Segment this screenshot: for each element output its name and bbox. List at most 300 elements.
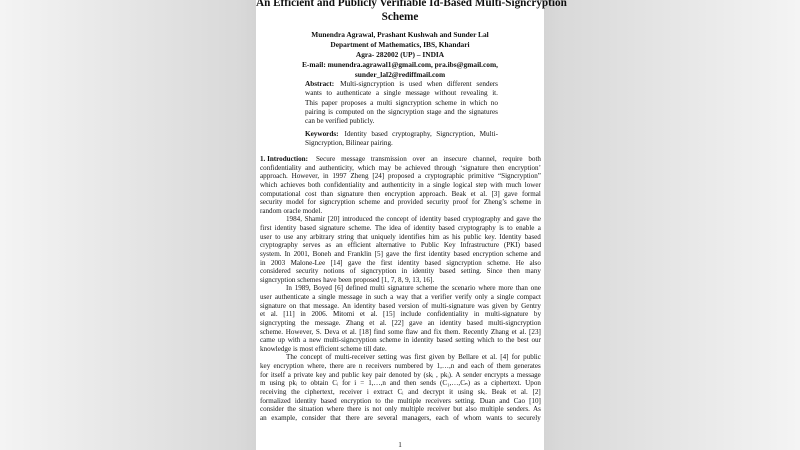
word: He xyxy=(515,258,525,267)
paragraph-line xyxy=(316,155,541,164)
word: cost xyxy=(305,189,317,198)
word: best xyxy=(517,336,529,345)
word: scheme xyxy=(358,198,381,207)
word: 8, xyxy=(397,275,404,284)
word: et xyxy=(260,310,266,319)
paragraph-line xyxy=(260,241,541,250)
word: compact xyxy=(516,293,541,301)
word: Since xyxy=(486,267,503,276)
word: obtain xyxy=(310,379,329,388)
word: et xyxy=(369,318,375,327)
word: by xyxy=(413,370,421,379)
paragraph-line xyxy=(260,405,541,414)
word: 1,…,n xyxy=(368,379,386,388)
word: multiple xyxy=(400,405,425,414)
word: In xyxy=(286,284,292,293)
word: [10] xyxy=(529,396,541,405)
word: scheme xyxy=(340,344,362,353)
word: Boyed xyxy=(313,284,332,293)
word: on xyxy=(289,301,297,310)
word: logical xyxy=(453,180,473,189)
word: then xyxy=(492,163,505,172)
word: and xyxy=(328,370,340,379)
word: multi-receiver xyxy=(334,353,375,362)
word: signatures xyxy=(468,107,498,116)
word: receiver xyxy=(427,405,451,414)
abstract-line xyxy=(340,80,498,89)
word: string xyxy=(337,232,354,241)
word: signature xyxy=(319,224,346,232)
word: “Signcryption” xyxy=(497,172,541,181)
word: oracle xyxy=(283,206,301,215)
word: knowledge xyxy=(260,344,292,353)
word: find xyxy=(373,327,386,336)
paragraph-line xyxy=(260,353,541,362)
word: been xyxy=(338,275,352,284)
word: stage xyxy=(426,107,442,116)
word: al. xyxy=(349,327,357,336)
word: of xyxy=(349,267,356,276)
word: is xyxy=(364,405,370,414)
word: many xyxy=(525,267,541,276)
word: (C₁,…,Cₙ) xyxy=(439,379,471,388)
word: most xyxy=(299,344,314,353)
word: proposed xyxy=(388,172,415,181)
word: approach. xyxy=(419,189,448,198)
word: confidentiality xyxy=(260,163,302,172)
word: each xyxy=(435,413,449,422)
word: Infrastructure xyxy=(460,241,500,250)
word: the xyxy=(375,215,384,224)
word: where, xyxy=(307,362,327,370)
word: any xyxy=(296,232,307,241)
word: than xyxy=(320,189,334,198)
word: to xyxy=(326,89,332,98)
word: in xyxy=(403,336,410,345)
word: based xyxy=(466,318,483,327)
word: and xyxy=(305,163,316,172)
word: et xyxy=(359,310,365,319)
word: signcryption xyxy=(388,107,424,116)
paragraph-line xyxy=(260,215,541,224)
word: verify xyxy=(455,293,472,301)
word: was xyxy=(477,301,489,310)
word: message. xyxy=(314,318,341,327)
word: when xyxy=(426,80,443,88)
word: message xyxy=(516,370,541,379)
word: in xyxy=(300,310,306,319)
word: and xyxy=(503,215,514,224)
word: Beak xyxy=(491,387,507,396)
word: signcryption xyxy=(260,275,296,284)
word: Upon xyxy=(525,379,541,388)
word: scheme xyxy=(506,249,528,258)
word: to xyxy=(301,379,307,388)
word: authenticity, xyxy=(319,163,354,172)
word: pairing. xyxy=(370,139,393,148)
paragraph-line xyxy=(260,190,541,199)
word: based xyxy=(453,249,470,258)
word: scheme xyxy=(435,98,457,107)
word: scheme. xyxy=(487,258,511,267)
word: to xyxy=(507,413,513,422)
word: used xyxy=(408,80,422,88)
word: can xyxy=(305,117,315,126)
word: Cᵢ xyxy=(397,387,404,396)
paragraph-line xyxy=(260,379,541,388)
word: of xyxy=(404,224,411,232)
word: computational xyxy=(260,189,301,198)
word: and xyxy=(420,327,432,336)
paragraph-line xyxy=(260,259,541,268)
title-line: An Efficient and Publicly Verifiable Id-Based Multi-Signcryption xyxy=(256,0,567,9)
word: lower xyxy=(524,180,541,189)
word: message xyxy=(338,293,363,301)
word: given xyxy=(428,353,445,362)
word: such xyxy=(374,293,388,301)
word: by xyxy=(533,310,541,319)
word: fix xyxy=(433,327,442,336)
word: identity xyxy=(439,318,462,327)
word: [11] xyxy=(283,310,295,319)
word: the xyxy=(440,284,450,293)
word: identity xyxy=(397,258,420,267)
word: i xyxy=(366,387,369,396)
word: to xyxy=(275,232,281,241)
word: Beak xyxy=(451,189,467,198)
word: senders xyxy=(476,80,498,88)
word: As xyxy=(533,405,541,414)
paragraph-line xyxy=(260,371,541,380)
word: setting. xyxy=(455,396,476,405)
word: , xyxy=(435,370,438,379)
paragraph-line xyxy=(260,164,541,173)
word: confidentiality xyxy=(323,180,366,189)
word: was xyxy=(400,353,412,362)
word: Multi- xyxy=(479,130,498,138)
word: based xyxy=(378,301,396,310)
word: user xyxy=(260,232,272,241)
word: situation xyxy=(299,405,324,414)
word: Mitomi xyxy=(332,310,355,319)
word: receivers xyxy=(425,396,451,405)
word: a xyxy=(390,293,394,301)
word: identity xyxy=(274,224,297,232)
word: which xyxy=(260,180,278,189)
paragraph-line xyxy=(260,224,541,233)
word: m xyxy=(260,379,266,388)
word: enable xyxy=(515,224,535,232)
word: multi xyxy=(369,284,385,293)
word: and xyxy=(334,249,345,258)
word: encryption xyxy=(472,249,504,258)
word: al. xyxy=(270,310,278,319)
word: require xyxy=(502,155,523,163)
abstract xyxy=(305,80,498,126)
word: Multi-signcryption xyxy=(340,80,395,88)
word: and xyxy=(499,396,510,405)
word: (PKI) xyxy=(503,241,521,250)
word: step xyxy=(475,180,487,189)
word: gave xyxy=(504,189,518,198)
word: security xyxy=(295,267,319,276)
word: wants xyxy=(485,413,503,422)
word: a xyxy=(417,172,422,181)
word: ciphertext, xyxy=(304,387,335,396)
word: an xyxy=(430,155,438,163)
word: of xyxy=(487,362,494,370)
word: denoted xyxy=(388,370,412,379)
word: first xyxy=(414,353,426,362)
keywords-line xyxy=(305,139,498,148)
word: identity xyxy=(294,396,317,405)
word: to xyxy=(410,241,417,250)
word: provided xyxy=(397,198,423,207)
word: way xyxy=(396,293,409,301)
word: numbered xyxy=(394,362,423,370)
word: Signcryption, xyxy=(305,139,344,148)
word: with xyxy=(490,180,503,189)
word: identity xyxy=(354,301,376,310)
word: encryption xyxy=(384,189,415,198)
word: an xyxy=(335,241,343,250)
word: and xyxy=(444,107,455,116)
word: it. xyxy=(492,89,498,98)
word: which xyxy=(357,163,376,172)
word: pkᵢ xyxy=(288,379,298,388)
word: that xyxy=(357,232,368,241)
word: the xyxy=(300,318,310,327)
word: example, xyxy=(271,413,298,422)
word: et xyxy=(511,387,517,396)
word: based xyxy=(371,130,388,138)
word: achieves xyxy=(280,180,305,189)
word: for xyxy=(511,353,520,362)
word: but xyxy=(453,405,463,414)
word: is xyxy=(328,107,333,116)
word: are xyxy=(346,362,356,370)
word: by xyxy=(426,362,434,370)
word: [20] xyxy=(327,215,340,224)
author-emails: sunder_lal2@rediffmail.com xyxy=(354,69,446,79)
word: itself xyxy=(270,370,286,379)
word: without xyxy=(434,89,457,98)
word: multi-signcryption xyxy=(488,318,541,327)
word: multi xyxy=(376,98,393,107)
word: verified xyxy=(325,117,348,126)
word: scenario xyxy=(451,284,476,293)
word: pairing xyxy=(305,107,326,116)
word: schemes xyxy=(297,275,322,284)
word: single xyxy=(496,293,514,301)
word: as xyxy=(325,241,332,250)
word: to xyxy=(375,396,381,405)
word: include xyxy=(400,310,422,319)
word: then xyxy=(367,189,381,198)
word: signature xyxy=(337,189,364,198)
paragraph-line xyxy=(260,414,541,423)
word: gave xyxy=(386,249,400,258)
word: encrypts xyxy=(484,370,509,379)
word: only xyxy=(475,293,488,301)
word: not xyxy=(372,405,382,414)
word: encryption’ xyxy=(508,163,541,172)
word: to xyxy=(497,336,503,345)
abstract-label: Abstract: xyxy=(305,80,335,88)
word: identity xyxy=(419,215,442,224)
word: several xyxy=(377,413,398,422)
word: encryption xyxy=(273,362,304,370)
word: wants xyxy=(305,89,322,98)
paragraph-line xyxy=(260,293,541,302)
abstract-line xyxy=(305,89,498,98)
word: than xyxy=(515,284,528,293)
word: Shamir xyxy=(304,215,326,224)
word: Duan xyxy=(479,396,496,405)
keywords-label: Keywords: xyxy=(305,130,339,138)
word: efficient xyxy=(347,241,371,250)
word: scheme. xyxy=(348,224,372,232)
word: message xyxy=(405,89,430,98)
word: notions xyxy=(323,267,345,276)
word: there xyxy=(347,405,362,414)
word: [14] xyxy=(330,258,343,267)
word: a xyxy=(483,379,488,388)
word: a xyxy=(537,224,541,232)
word: insecure xyxy=(443,155,468,163)
word: achieved xyxy=(405,163,431,172)
word: al. xyxy=(480,189,488,198)
word: based xyxy=(524,241,541,250)
word: 13, xyxy=(412,275,422,284)
word: in xyxy=(260,258,266,267)
word: pkᵢ). xyxy=(440,370,453,379)
word: scheme xyxy=(510,198,532,207)
word: using xyxy=(457,387,474,396)
word: signcrypting xyxy=(260,318,296,327)
word: system. xyxy=(260,249,282,258)
word: the xyxy=(532,215,541,224)
word: et xyxy=(341,327,348,336)
word: Cao xyxy=(513,396,526,405)
word: = xyxy=(360,379,365,388)
word: gave xyxy=(516,215,530,224)
word: setting. xyxy=(460,267,482,276)
word: publicly. xyxy=(349,117,375,126)
word: more xyxy=(498,284,513,293)
paragraph-line xyxy=(260,207,541,216)
word: the xyxy=(402,249,412,258)
word: them xyxy=(496,362,511,370)
word: proposes xyxy=(340,98,367,107)
word: Key xyxy=(443,241,456,250)
word: Boneh xyxy=(312,249,332,258)
paragraph-line xyxy=(260,362,541,371)
word: generates xyxy=(514,362,541,370)
word: sender xyxy=(463,370,482,379)
word: channel, xyxy=(472,155,497,163)
word: given xyxy=(492,301,508,310)
word: user xyxy=(260,293,272,301)
word: efficient xyxy=(315,344,339,353)
word: confidentiality xyxy=(426,310,469,319)
page-number: 1 xyxy=(398,441,402,449)
word: as xyxy=(442,232,449,241)
word: scheme. xyxy=(260,327,284,336)
word: our xyxy=(531,336,541,345)
paragraph-line xyxy=(260,233,541,242)
word: cryptography, xyxy=(392,130,432,138)
word: based xyxy=(438,224,455,232)
word: for xyxy=(260,370,269,379)
word: sends xyxy=(420,379,437,388)
word: and xyxy=(389,379,401,388)
title-line: Scheme xyxy=(381,10,419,23)
word: single xyxy=(433,180,451,189)
word: The xyxy=(374,224,386,232)
word: However, xyxy=(291,172,320,181)
word: the xyxy=(505,336,515,345)
abstract-line xyxy=(305,99,498,108)
word: use xyxy=(283,232,294,241)
word: in xyxy=(401,267,408,276)
word: identity xyxy=(428,249,451,258)
introduction-section xyxy=(260,155,541,422)
word: a xyxy=(375,89,380,98)
word: for xyxy=(471,198,481,207)
word: and xyxy=(383,198,394,207)
word: proposed xyxy=(353,275,380,284)
paper-page xyxy=(256,0,567,450)
word: one xyxy=(530,284,541,293)
word: based xyxy=(439,267,456,276)
word: Recently xyxy=(462,327,489,336)
word: to xyxy=(507,224,513,232)
word: [2] xyxy=(532,387,541,396)
word: be xyxy=(394,163,402,172)
word: [18] xyxy=(359,327,372,336)
word: each xyxy=(471,362,485,370)
word: based xyxy=(320,396,337,405)
word: key xyxy=(260,362,271,370)
word: A xyxy=(455,370,461,379)
word: formalized xyxy=(260,396,291,405)
word: primitive xyxy=(468,172,495,181)
word: This xyxy=(305,98,318,107)
word: multiple xyxy=(480,405,504,414)
word: signcryption xyxy=(360,267,397,276)
word: message xyxy=(341,155,366,163)
word: both xyxy=(528,155,541,163)
word: scheme xyxy=(416,284,438,293)
word: Deva xyxy=(324,327,340,336)
word: based xyxy=(524,232,541,241)
author-department: Department of Mathematics, IBS, Khandari xyxy=(330,39,470,49)
word: [6] xyxy=(334,284,343,293)
word: random xyxy=(260,206,282,215)
word: introduced xyxy=(342,215,373,224)
paragraph-line xyxy=(260,276,541,285)
word: concept xyxy=(386,215,409,224)
word: came xyxy=(260,336,275,345)
paragraph-line xyxy=(260,328,541,337)
word: identity xyxy=(411,336,434,345)
word: there xyxy=(329,362,344,370)
word: However, xyxy=(285,327,314,336)
section-heading: 1. Introduction: xyxy=(260,155,308,163)
word: al. xyxy=(370,310,378,319)
word: have xyxy=(323,275,337,284)
